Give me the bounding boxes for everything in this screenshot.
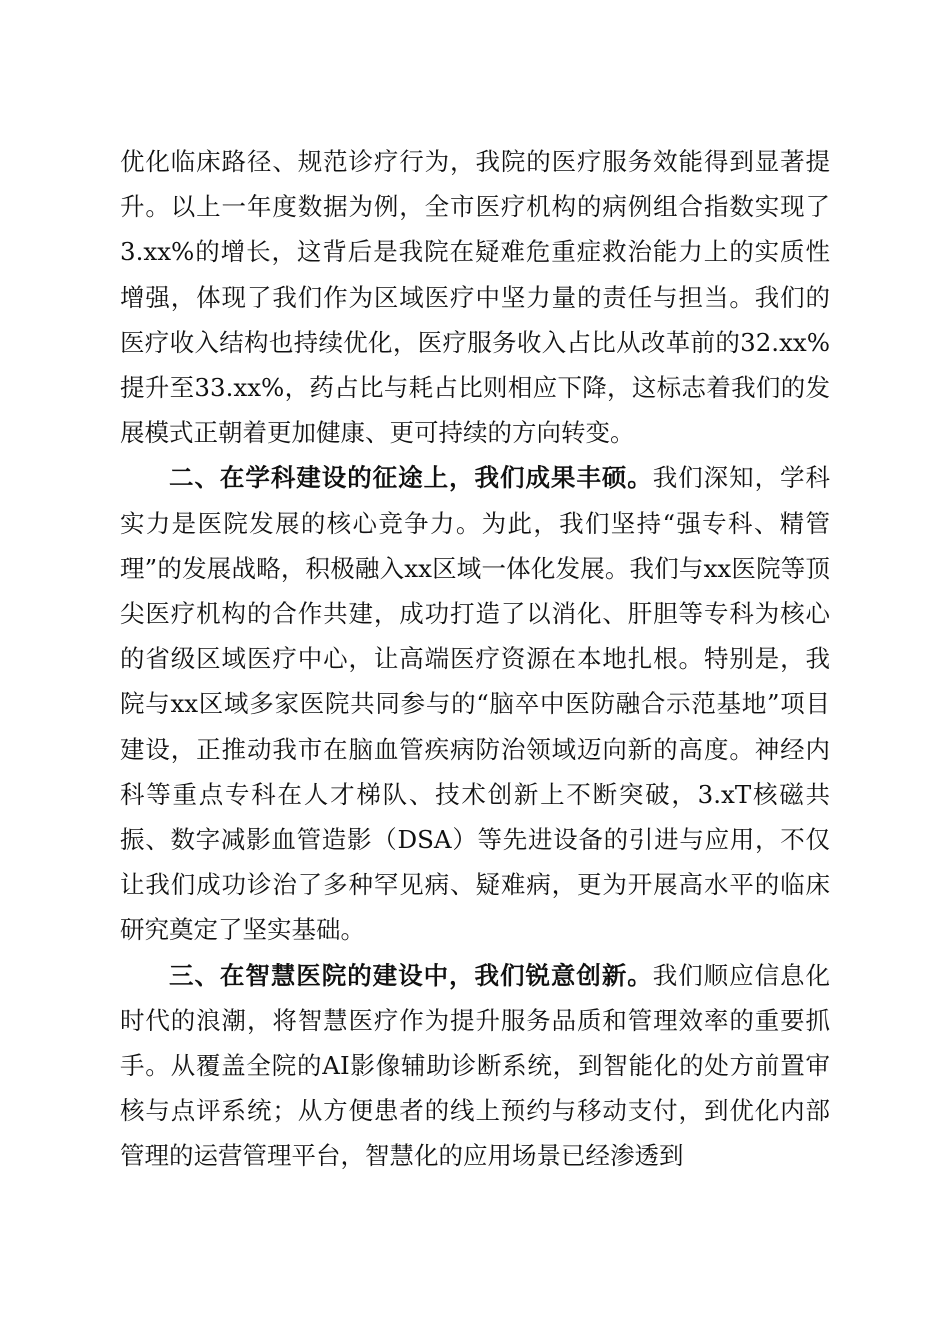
paragraph-2-text: 我们深知，学科实力是医院发展的核心竞争力。为此，我们坚持“强专科、精管理”的发展战略，积极融入xx区域一体化发展。我们与xx医院等顶尖医疗机构的合作共建，成功打造了以消化、肝胆等专科为核心的省级区域医疗中心，让高端医疗资源在本地扎根。特别是，我院与xx区域多家医院共同参与的“脑卒中医防融合示范基地”项目建设，正推动我市在脑血管疾病防治领域迈向新的高度。神经内科等重点专科在人才梯队、技术创新上不断突破，3.xT核磁共振、数字减影血管造影（DSA）等先进设备的引进与应用，不仅让我们成功诊治了多种罕见病、疑难病，更为开展高水平的临床研究奠定了坚实基础。: [120, 463, 831, 945]
paragraph-3: [120, 953, 830, 1179]
paragraph-3-text: 我们顺应信息化时代的浪潮，将智慧医疗作为提升服务品质和管理效率的重要抓手。从覆盖全院的AI影像辅助诊断系统，到智能化的处方前置审核与点评系统；从方便患者的线上预约与移动支付，到优化内部管理的运营管理平台，智慧化的应用场景已经渗透到: [120, 960, 831, 1171]
document-body: [120, 139, 830, 1179]
paragraph-3-heading: 三、在智慧医院的建设中，我们锐意创新。: [169, 960, 653, 990]
paragraph-2-heading: 二、在学科建设的征途上，我们成果丰硕。: [169, 463, 653, 493]
paragraph-2: [120, 455, 830, 952]
paragraph-1-text: 优化临床路径、规范诊疗行为，我院的医疗服务效能得到显著提升。以上一年度数据为例，全市医疗机构的病例组合指数实现了3.xx%的增长，这背后是我院在疑难危重症救治能力上的实质性增强，体现了我们作为区域医疗中坚力量的责任与担当。我们的医疗收入结构也持续优化，医疗服务收入占比从改革前的32.xx%提升至33.xx%，药占比与耗占比则相应下降，这标志着我们的发展模式正朝着更加健康、更可持续的方向转变。: [120, 147, 830, 448]
paragraph-1: [120, 139, 830, 455]
